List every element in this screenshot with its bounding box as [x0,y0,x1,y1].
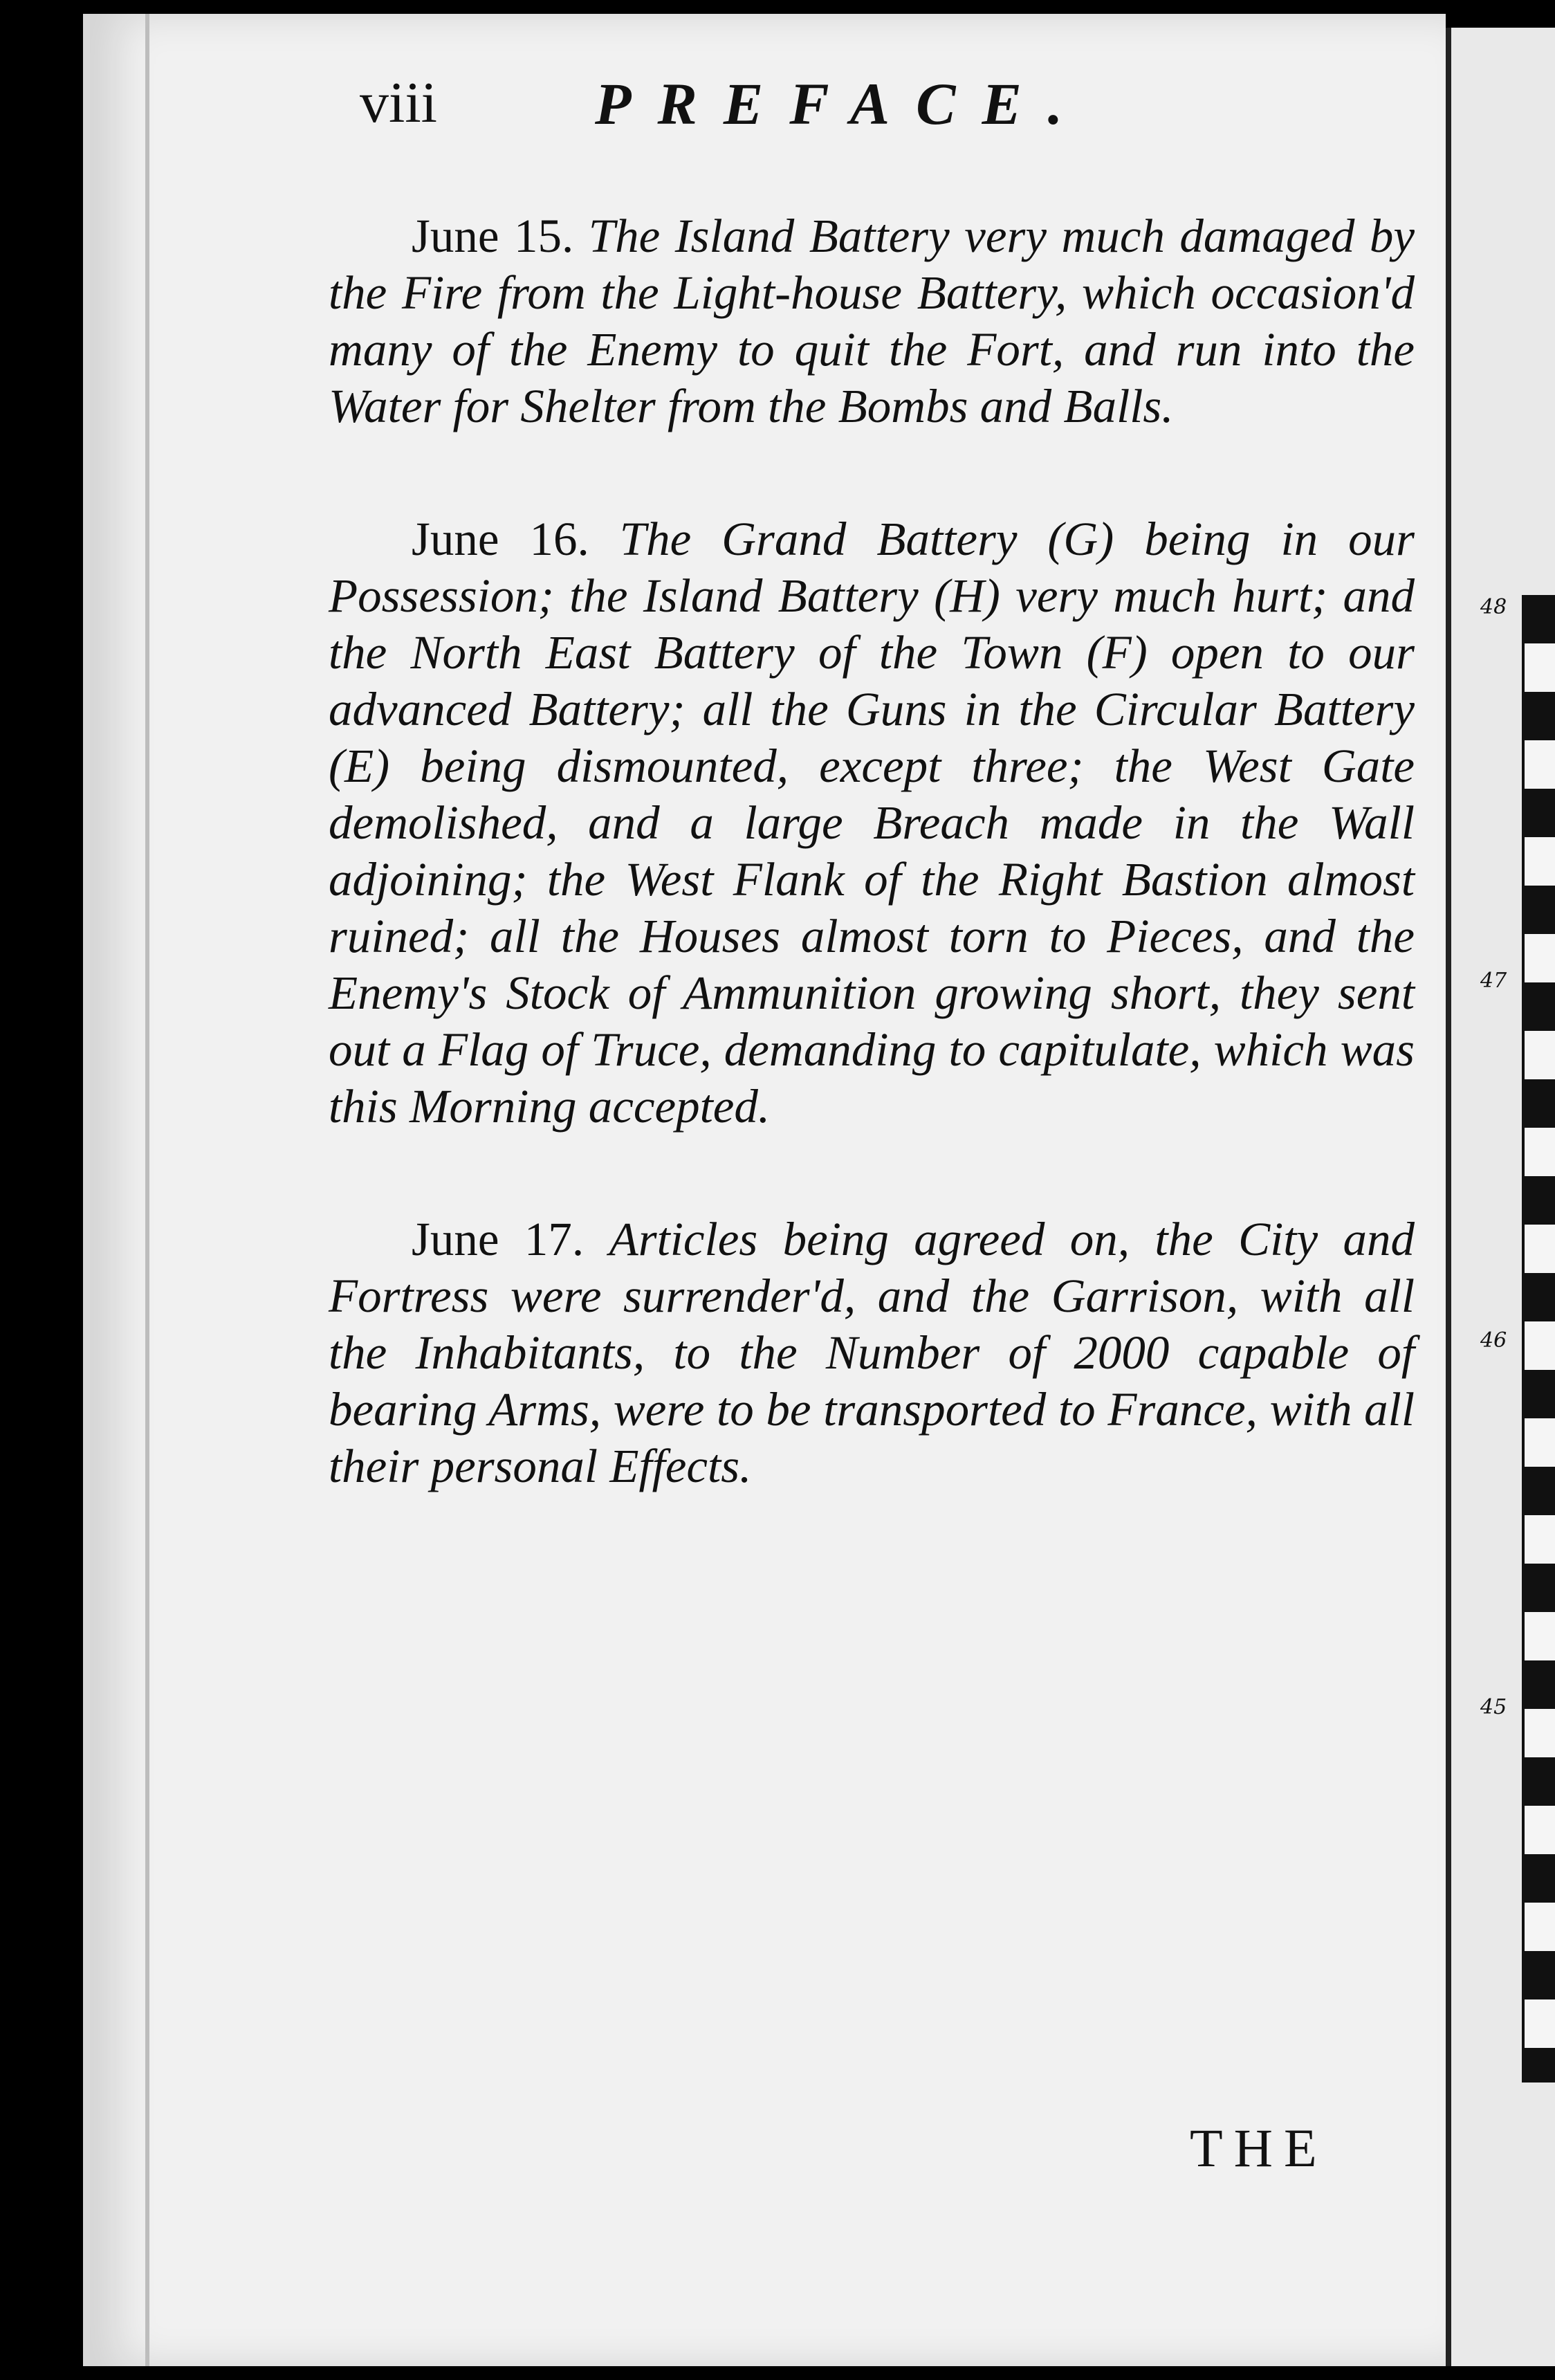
journal-entry-june-15 [329,208,1415,434]
running-title: PREFACE. [595,71,1089,137]
page-number: viii [360,71,438,135]
entry-text: The Grand Battery (G) being in our Possession; the Island Battery (H) very much hurt; and the North East Battery of the Town (F) open to our advanced Battery; all the Guns in the Circular Battery (E) being dismounted, except three; the West Gate demolished, and a large Breach made in the Wall adjoining; the West Flank of the Right Bastion almost ruined; all the Houses almost torn to Pieces, and the Enemy's Stock of Ammunition growing short, they sent out a Flag of Truce, demanding to capitulate, which was this Morning accepted. [329,513,1415,1133]
catchword: THE [1190,2118,1328,2178]
entry-text: Articles being agreed on, the City and Fortress were surrender'd, and the Garrison, with all the Inhabitants, to the Number of 2000 capable of bearing Arms, were to be transported to France, with all their personal Effects. [329,1213,1415,1492]
journal-entry-june-16 [329,511,1415,1135]
entry-date: June 16. [412,513,589,565]
ruler-mark: 45 [1480,1695,1507,1719]
page-gutter [145,14,149,2366]
entry-date: June 17. [412,1213,585,1265]
ruler-mark: 47 [1480,969,1507,993]
ruler-mark: 46 [1480,1328,1507,1353]
measurement-ruler [1522,595,1555,2082]
page-header [360,69,1425,145]
page-body [329,208,1415,1571]
ruler-mark: 48 [1480,595,1507,619]
entry-text: The Island Battery very much damaged by the Fire from the Light-house Battery, which occasion'd many of the Enemy to quit the Fort, and run into the Water for Shelter from the Bombs and Balls. [329,210,1415,432]
journal-entry-june-17 [329,1211,1415,1494]
entry-date: June 15. [412,210,574,262]
